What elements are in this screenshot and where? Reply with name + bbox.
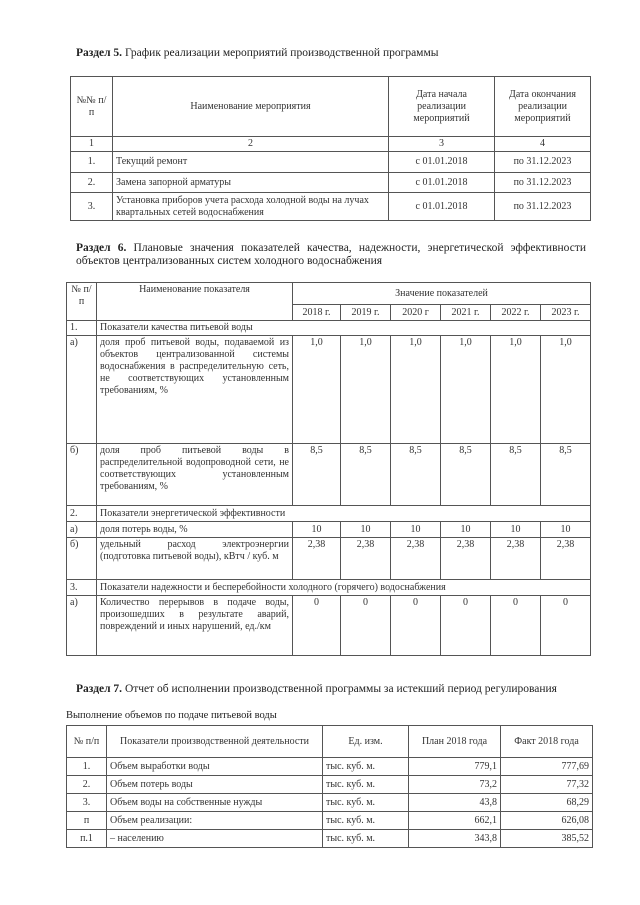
s7-header-fact: Факт 2018 года xyxy=(501,726,593,758)
section7-title-bold: Раздел 7. xyxy=(76,683,123,695)
section7-title-text: Отчет об исполнении производственной программы за истекший период регулирования xyxy=(122,683,557,695)
s7-row-unit: тыс. куб. м. xyxy=(323,830,409,848)
s6-value: 2,38 xyxy=(541,538,591,580)
s7-row-unit: тыс. куб. м. xyxy=(323,812,409,830)
section5-colnum-row xyxy=(71,137,591,152)
s6-year: 2019 г. xyxy=(341,305,391,321)
s5-header-end: Дата окончания реализации мероприятий xyxy=(495,77,591,137)
s6-group-title: Показатели энергетической эффективности xyxy=(97,506,591,522)
table-row xyxy=(67,758,593,776)
section5-title-text: График реализации мероприятий производственной программы xyxy=(122,47,439,59)
s5-row-start: с 01.01.2018 xyxy=(389,193,495,221)
s6-value: 2,38 xyxy=(491,538,541,580)
s5-header-start: Дата начала реализации мероприятий xyxy=(389,77,495,137)
s6-value: 8,5 xyxy=(541,444,591,506)
s5-colnum: 3 xyxy=(389,137,495,152)
s6-value: 1,0 xyxy=(391,336,441,444)
s6-value: 2,38 xyxy=(441,538,491,580)
s7-row-plan: 73,2 xyxy=(409,776,501,794)
s7-row-num: 2. xyxy=(67,776,107,794)
s5-colnum: 2 xyxy=(113,137,389,152)
s6-value: 8,5 xyxy=(341,444,391,506)
s5-row-name: Текущий ремонт xyxy=(113,152,389,173)
s6-value: 2,38 xyxy=(293,538,341,580)
s6-row-num: а) xyxy=(67,596,97,656)
s6-value: 10 xyxy=(491,522,541,538)
s7-row-name: Объем реализации: xyxy=(107,812,323,830)
s7-row-name: Объем воды на собственные нужды xyxy=(107,794,323,812)
section5-title-bold: Раздел 5. xyxy=(76,47,123,59)
s7-row-num: 3. xyxy=(67,794,107,812)
table-row xyxy=(71,152,591,173)
s6-value: 2,38 xyxy=(341,538,391,580)
s7-row-unit: тыс. куб. м. xyxy=(323,794,409,812)
section6-title-text: Плановые значения показателей качества, надежности, энергетической эффективности объектов централизованных систем холодного водоснабжения xyxy=(76,242,586,267)
table-row xyxy=(67,538,591,580)
s5-header-name: Наименование мероприятия xyxy=(113,77,389,137)
s6-year: 2022 г. xyxy=(491,305,541,321)
section7-header-row xyxy=(67,726,593,758)
s7-row-fact: 626,08 xyxy=(501,812,593,830)
s6-row-name: доля проб питьевой воды в распределительной водопроводной сети, не соответствующих установленным требованиям, % xyxy=(97,444,293,506)
s6-value: 1,0 xyxy=(491,336,541,444)
s7-row-plan: 662,1 xyxy=(409,812,501,830)
s7-row-fact: 77,32 xyxy=(501,776,593,794)
s5-colnum: 1 xyxy=(71,137,113,152)
s5-row-start: с 01.01.2018 xyxy=(389,152,495,173)
s6-row-name: Количество перерывов в подаче воды, произошедших в результате аварий, повреждений и иных нарушений, ед./км xyxy=(97,596,293,656)
section5-table xyxy=(70,76,591,221)
s6-value: 0 xyxy=(541,596,591,656)
s6-group-num: 1. xyxy=(67,321,97,336)
s6-row-num: а) xyxy=(67,336,97,444)
s5-row-end: по 31.12.2023 xyxy=(495,152,591,173)
table-row xyxy=(67,444,591,506)
s7-row-plan: 43,8 xyxy=(409,794,501,812)
s7-row-unit: тыс. куб. м. xyxy=(323,758,409,776)
section5-header-row xyxy=(71,77,591,137)
s6-value: 0 xyxy=(441,596,491,656)
s6-value: 8,5 xyxy=(391,444,441,506)
section7-heading xyxy=(76,683,596,696)
table-row xyxy=(67,522,591,538)
s6-value: 10 xyxy=(341,522,391,538)
s6-value: 1,0 xyxy=(441,336,491,444)
s7-header-name: Показатели производственной деятельности xyxy=(107,726,323,758)
s5-row-start: с 01.01.2018 xyxy=(389,173,495,193)
s7-row-unit: тыс. куб. м. xyxy=(323,776,409,794)
section5-heading xyxy=(76,47,596,60)
section7-caption: Выполнение объемов по подаче питьевой воды xyxy=(66,710,277,721)
s6-year: 2021 г. xyxy=(441,305,491,321)
s6-value: 10 xyxy=(293,522,341,538)
section6-header-row xyxy=(67,283,591,305)
s6-row-name: удельный расход электроэнергии (подготовка питьевой воды), кВтч / куб. м xyxy=(97,538,293,580)
s6-value: 1,0 xyxy=(541,336,591,444)
s6-header-value: Значение показателей xyxy=(293,283,591,305)
s6-year: 2020 г xyxy=(391,305,441,321)
s6-group-num: 3. xyxy=(67,580,97,596)
s7-row-fact: 385,52 xyxy=(501,830,593,848)
s5-row-end: по 31.12.2023 xyxy=(495,193,591,221)
s6-group-row xyxy=(67,506,591,522)
s6-value: 0 xyxy=(491,596,541,656)
table-row xyxy=(67,830,593,848)
s6-group-row xyxy=(67,321,591,336)
table-row xyxy=(67,336,591,444)
s7-row-fact: 68,29 xyxy=(501,794,593,812)
table-row xyxy=(71,173,591,193)
s5-colnum: 4 xyxy=(495,137,591,152)
s5-header-num: №№ п/п xyxy=(71,77,113,137)
s7-header-unit: Ед. изм. xyxy=(323,726,409,758)
s6-value: 10 xyxy=(541,522,591,538)
section6-title-bold: Раздел 6. xyxy=(76,242,127,254)
table-row xyxy=(71,193,591,221)
s6-row-num: б) xyxy=(67,444,97,506)
s7-row-num: 1. xyxy=(67,758,107,776)
s5-row-end: по 31.12.2023 xyxy=(495,173,591,193)
s6-row-name: доля проб питьевой воды, подаваемой из объектов централизованной системы водоснабжения в распределительную сеть, не соответствующих установленным требованиям, % xyxy=(97,336,293,444)
s6-value: 10 xyxy=(391,522,441,538)
s6-value: 8,5 xyxy=(441,444,491,506)
section7-table xyxy=(66,725,593,848)
table-row xyxy=(67,794,593,812)
s6-group-row xyxy=(67,580,591,596)
s7-row-plan: 779,1 xyxy=(409,758,501,776)
s6-value: 8,5 xyxy=(491,444,541,506)
s5-row-num: 3. xyxy=(71,193,113,221)
s7-row-fact: 777,69 xyxy=(501,758,593,776)
s6-value: 2,38 xyxy=(391,538,441,580)
s6-group-num: 2. xyxy=(67,506,97,522)
table-row xyxy=(67,776,593,794)
s6-header-name: Наименование показателя xyxy=(97,283,293,321)
s6-row-num: б) xyxy=(67,538,97,580)
s7-header-plan: План 2018 года xyxy=(409,726,501,758)
table-row xyxy=(67,812,593,830)
section6-heading xyxy=(76,242,586,268)
s7-row-name: Объем выработки воды xyxy=(107,758,323,776)
s6-value: 0 xyxy=(341,596,391,656)
s6-value: 8,5 xyxy=(293,444,341,506)
s6-row-name: доля потерь воды, % xyxy=(97,522,293,538)
s6-header-num: № п/п xyxy=(67,283,97,321)
table-row xyxy=(67,596,591,656)
s7-row-name: Объем потерь воды xyxy=(107,776,323,794)
s7-header-num: № п/п xyxy=(67,726,107,758)
section6-table xyxy=(66,282,591,656)
s5-row-num: 1. xyxy=(71,152,113,173)
s7-row-plan: 343,8 xyxy=(409,830,501,848)
s6-value: 10 xyxy=(441,522,491,538)
s7-row-num: п xyxy=(67,812,107,830)
s7-row-name: – населению xyxy=(107,830,323,848)
s6-year: 2023 г. xyxy=(541,305,591,321)
s6-value: 1,0 xyxy=(293,336,341,444)
s6-value: 0 xyxy=(391,596,441,656)
s7-row-num: п.1 xyxy=(67,830,107,848)
s6-row-num: а) xyxy=(67,522,97,538)
s6-value: 1,0 xyxy=(341,336,391,444)
s5-row-name: Установка приборов учета расхода холодной воды на лучах квартальных сетей водоснабжения xyxy=(113,193,389,221)
s5-row-name: Замена запорной арматуры xyxy=(113,173,389,193)
s6-value: 0 xyxy=(293,596,341,656)
s6-group-title: Показатели качества питьевой воды xyxy=(97,321,591,336)
s6-group-title: Показатели надежности и бесперебойности холодного (горячего) водоснабжения xyxy=(97,580,591,596)
s5-row-num: 2. xyxy=(71,173,113,193)
s6-year: 2018 г. xyxy=(293,305,341,321)
